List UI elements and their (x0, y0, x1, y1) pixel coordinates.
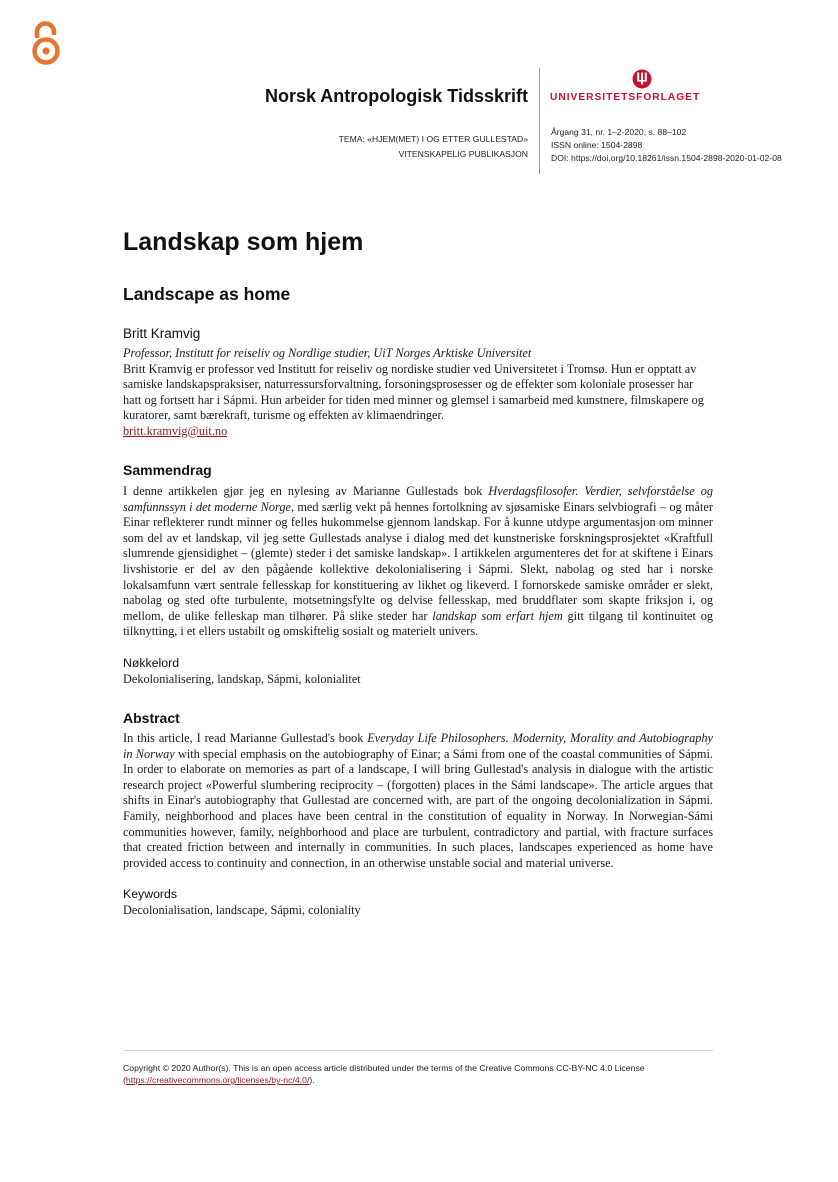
copyright-close: ). (309, 1075, 315, 1085)
summary-text (123, 484, 713, 640)
keywords-label-no: Nøkkelord (123, 656, 180, 670)
universitetsforlaget-logo-icon (632, 69, 652, 89)
abstract-text-part1: In this article, I read Marianne Gullestad's book (123, 731, 368, 745)
author-bio: Britt Kramvig er professor ved Institutt for reiseliv og nordiske studier ved Universitetet i Tromsø. Hun er opptatt av samiske landskapspraksiser, naturressursforvaltning, forsoningsprosesser og de effekter som koloniale prosesser har hatt og fortsett har i Sápmi. Hun arbeider for tiden med minner og glemsel i samarbeid med kunstnere, filmskapere og kuratorer, samt bærekraft, turisme og effekten av klimaendringer. (123, 361, 704, 423)
abstract-heading: Abstract (123, 710, 180, 726)
footer-divider (123, 1050, 713, 1051)
abstract-text (123, 731, 713, 871)
author-name: Britt Kramvig (123, 326, 201, 341)
open-access-lock-icon (30, 20, 62, 66)
doi-line[interactable]: DOI: https://doi.org/10.18261/issn.1504-2898-2020-01-02-08 (551, 153, 782, 163)
footer-copyright (123, 1062, 713, 1086)
volume-line: Årgang 31, nr. 1–2-2020, s. 88–102 (551, 127, 687, 137)
article-subtitle: Landscape as home (123, 284, 291, 304)
article-meta (551, 126, 782, 165)
article-title: Landskap som hjem (123, 228, 364, 256)
summary-book-title: Hverdagsfilosofer. Verdier, selvforståelse og samfunnssyn i det moderne Norge (123, 484, 713, 514)
issn-line: ISSN online: 1504-2898 (551, 140, 643, 150)
summary-text-part1: I denne artikkelen gjør jeg en nylesing av Marianne Gullestads bok (123, 484, 489, 498)
journal-title: Norsk Antropologisk Tidsskrift (264, 86, 528, 106)
header-theme-block (339, 132, 528, 161)
theme-line: TEMA: «HJEM(MET) I OG ETTER GULLESTAD» (338, 134, 528, 144)
author-affiliation: Professor, Institutt for reiseliv og Nordlige studier, UiT Norges Arktiske Universitet (123, 346, 532, 360)
author-info (123, 346, 713, 440)
category-line: VITENSKAPELIG PUBLIKASJON (398, 148, 528, 159)
license-link[interactable]: https://creativecommons.org/licenses/by-nc/4.0/ (125, 1075, 310, 1085)
header-divider (539, 68, 540, 174)
author-email-link[interactable]: britt.kramvig@uit.no (123, 423, 228, 438)
keywords-en: Decolonialisation, landscape, Sápmi, coloniality (123, 903, 361, 917)
keywords-label-en: Keywords (123, 887, 177, 901)
keywords-no: Dekolonialisering, landskap, Sápmi, kolonialitet (123, 672, 361, 686)
summary-text-part3: gitt tilgang til kontinuitet og tilknytting, i et ellers ustabilt og omskiftelig sosialt og materielt univers. (123, 608, 713, 639)
abstract-book-title: Everyday Life Philosophers. Modernity, Morality and Autobiography in Norway (123, 731, 713, 761)
summary-text-part2: , med særlig vekt på hennes fortolkning av sjøsamiske Einars selvbiografi – og måter Einar reflekterer rundt minner og felles hukommelse gjennom landskap. For å kunne utdype argumentasjon om minner som del av et landskap, vil jeg sette Gullestads analyse i dialog med det kunstneriske forskningsprosjektet «Kraftfull slumrende gjensidighet – (glemte) steder i det samiske landskap». I artikkelen argumenteres det for at skiftene i Einars livshistorie er del av den pågående kollektive dekolonialisering i Sápmi. Slekt, nabolag og sted har i norske lokalsamfunn vært sentrale fellesskap for konstituering av likhet og likeverd. I fornorskede samiske områder er slekt, nabolag og sted ofte turbulente, motsetningsfylte og delvise fellesskap, med bruddflater som skapte friksjon i, og mellom, de ulike felleskap man tilhører. På slike steder har (123, 499, 713, 623)
copyright-text: Copyright © 2020 Author(s). This is an open access article distributed under the terms of the Creative Commons CC-BY-NC 4.0 License ( (123, 1063, 645, 1085)
abstract-text-part2: with special emphasis on the autobiography of Einar; a Sámi from one of the coastal communities of Sápmi. In order to elaborate on memories as part of a landscape, I will bring Gullestad's analysis in dialogue with the artistic research project «Powerful slumbering reciprocity – (forgotten) places in the Sámi landscape». The article argues that shifts in Einar's autobiography that Gullestad are concerned with, are part of the ongoing decolonialization in Sápmi. Family, neighborhood and places have been central in the constitution of equality in Norway. In Norwegian-Sámi communities however, family, neighborhood and place are turbulent, contradictory and partial, with fracture surfaces that created friction between and internally in communities. In such places, landscapes experienced as home have provided access to continuity and connection, in an otherwise unstable social and material universe. (123, 746, 713, 870)
summary-emphasis: landskap som erfart hjem (432, 608, 563, 623)
publisher-name: UNIVERSITETSFORLAGET (550, 92, 701, 103)
summary-heading: Sammendrag (123, 462, 212, 478)
